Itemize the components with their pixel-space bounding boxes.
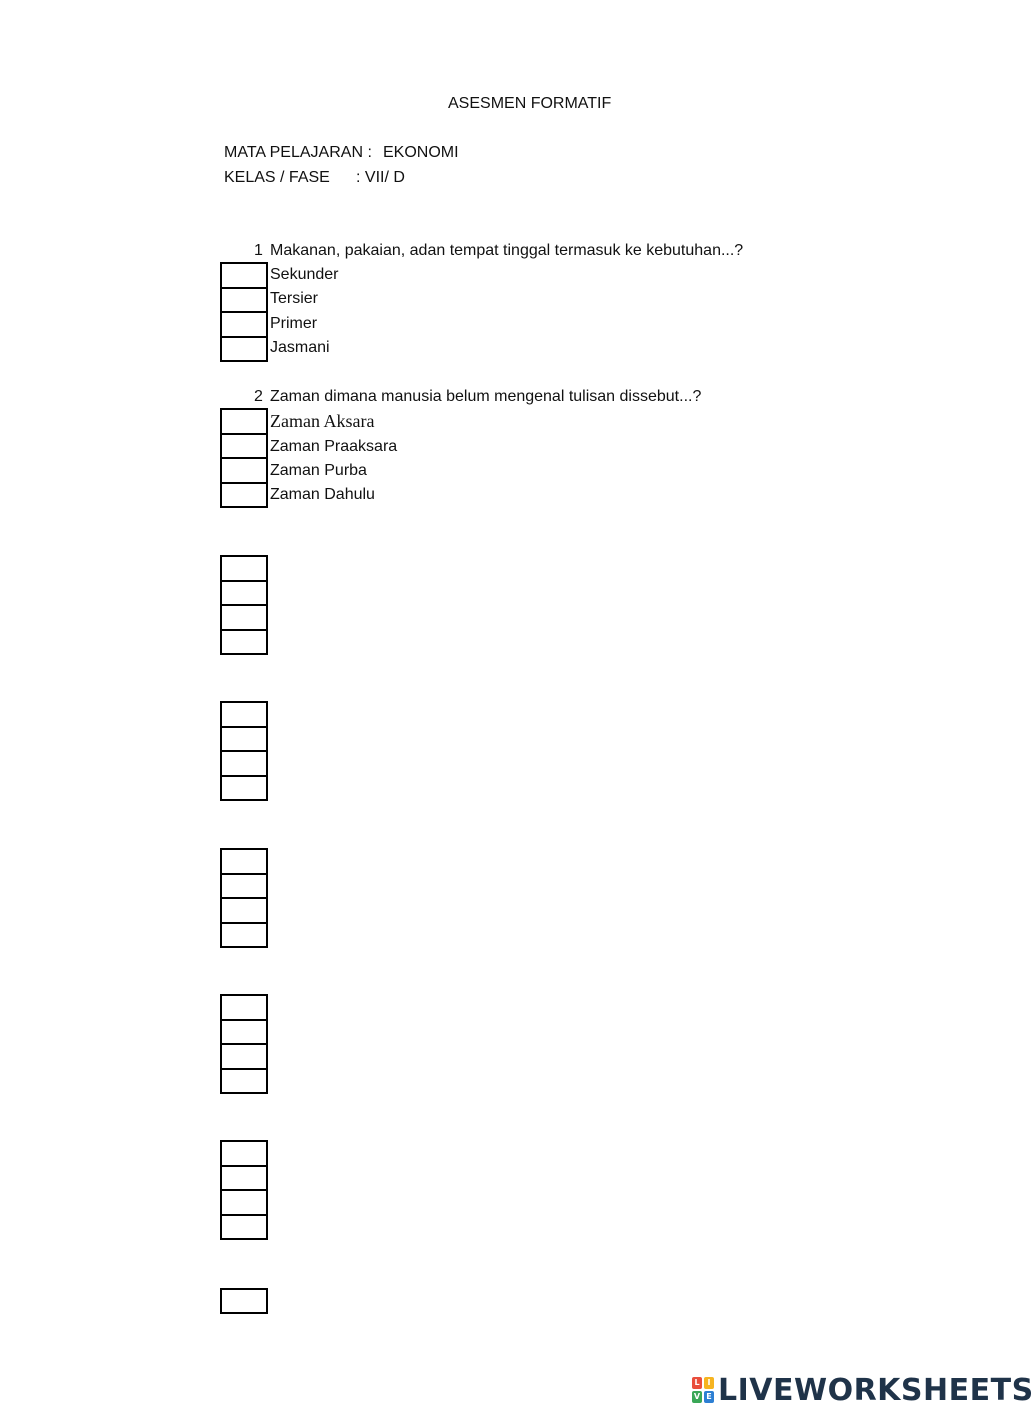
option-label: Tersier (270, 290, 319, 307)
answer-box[interactable] (220, 848, 268, 873)
answer-box[interactable] (220, 922, 268, 949)
answer-box[interactable] (220, 555, 268, 580)
answer-box[interactable] (220, 1189, 268, 1214)
answer-box[interactable] (220, 1043, 268, 1068)
answer-box[interactable] (220, 604, 268, 629)
answer-box[interactable] (220, 1214, 268, 1241)
question-number: 1 (254, 242, 263, 259)
answer-box[interactable] (220, 1019, 268, 1044)
option-label: Jasmani (270, 339, 330, 356)
answer-box[interactable] (220, 873, 268, 898)
answer-box[interactable] (220, 433, 268, 458)
answer-box[interactable] (220, 994, 268, 1019)
option-label: Sekunder (270, 266, 339, 283)
answer-box[interactable] (220, 287, 268, 312)
option-label: Zaman Dahulu (270, 486, 375, 503)
page-title: ASESMEN FORMATIF (448, 95, 612, 112)
answer-box-group-1 (220, 262, 268, 362)
answer-box[interactable] (220, 701, 268, 726)
answer-box[interactable] (220, 726, 268, 751)
class-value: : VII/ D (356, 169, 405, 186)
answer-box[interactable] (220, 629, 268, 656)
option-label: Zaman Praaksara (270, 438, 398, 455)
answer-box[interactable] (220, 580, 268, 605)
question-text: Zaman dimana manusia belum mengenal tulisan dissebut...? (270, 388, 702, 405)
brand-name: LIVEWORKSHEETS (718, 1372, 1034, 1408)
logo-letter: V (693, 1392, 701, 1401)
logo-letter: E (704, 1391, 714, 1403)
logo-letter: L (692, 1377, 702, 1389)
answer-box-group-7 (220, 1140, 268, 1240)
answer-box[interactable] (220, 1165, 268, 1190)
answer-box-group-5 (220, 848, 268, 948)
option-label: Primer (270, 315, 318, 332)
question-text: Makanan, pakaian, adan tempat tinggal termasuk ke kebutuhan...? (270, 242, 744, 259)
question-number: 2 (254, 388, 263, 405)
answer-box-group-2 (220, 408, 268, 508)
answer-box[interactable] (220, 775, 268, 802)
answer-box[interactable] (220, 1068, 268, 1095)
answer-box[interactable] (220, 408, 268, 433)
answer-box[interactable] (220, 482, 268, 509)
answer-box-group-4 (220, 701, 268, 801)
answer-box[interactable] (220, 336, 268, 363)
answer-box-group-3 (220, 555, 268, 655)
answer-box[interactable] (220, 311, 268, 336)
answer-box[interactable] (220, 750, 268, 775)
subject-label: MATA PELAJARAN : (224, 144, 372, 161)
answer-box[interactable] (220, 262, 268, 287)
answer-box-group-6 (220, 994, 268, 1094)
answer-box[interactable] (220, 897, 268, 922)
subject-value: EKONOMI (383, 144, 459, 161)
option-label: Zaman Purba (270, 462, 367, 479)
class-label: KELAS / FASE (224, 169, 330, 186)
liveworksheets-logo-icon (692, 1377, 714, 1403)
logo-letter: I (704, 1377, 714, 1389)
answer-box[interactable] (220, 1288, 268, 1314)
liveworksheets-brand (692, 1373, 1034, 1407)
answer-box[interactable] (220, 1140, 268, 1165)
answer-box[interactable] (220, 457, 268, 482)
option-label: Zaman Aksara (270, 411, 375, 431)
